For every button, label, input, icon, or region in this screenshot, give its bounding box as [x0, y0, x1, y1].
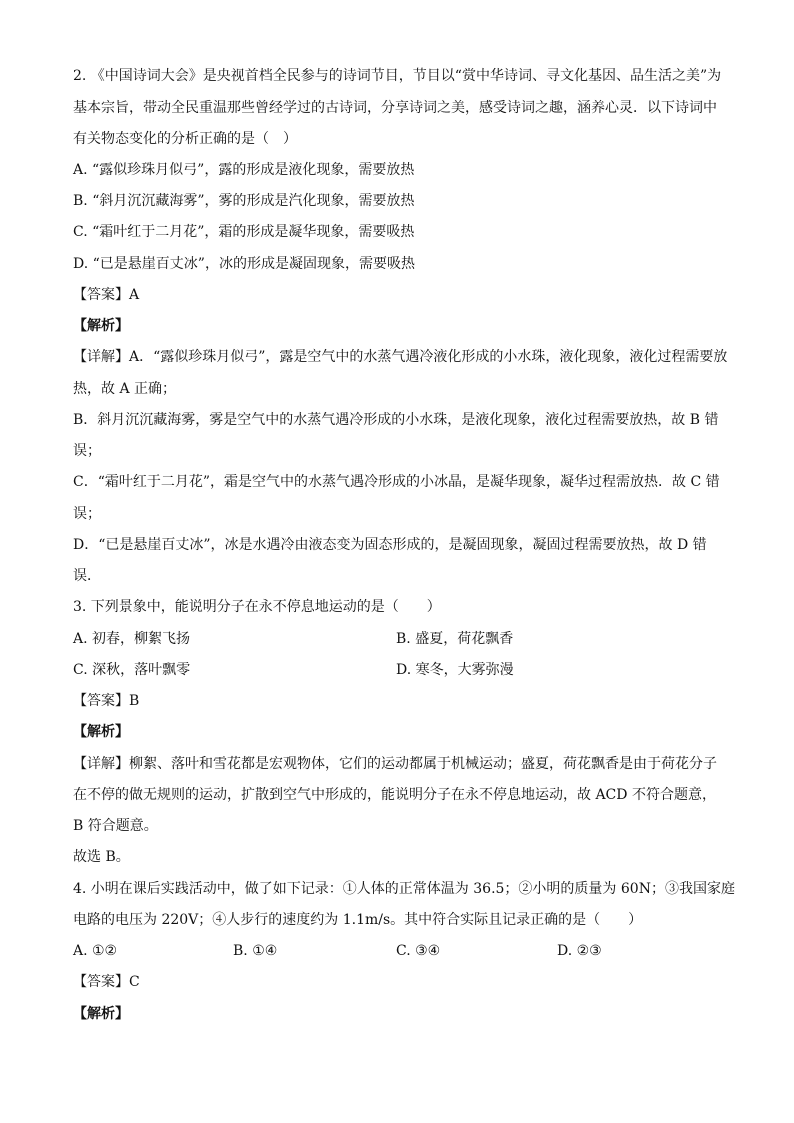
q4-answer: 【答案】C	[73, 974, 140, 990]
q3-option-b: B. 盛夏，荷花飘香	[396, 631, 514, 647]
q2-detail-line-4: 误；	[73, 443, 101, 459]
q2-stem-line-3: 有关物态变化的分析正确的是（ ）	[73, 131, 297, 147]
q2-stem-line-2: 基本宗旨，带动全民重温那些曾经学过的古诗词，分享诗词之美，感受诗词之趣，涵养心灵．以下诗词中	[73, 100, 717, 116]
q2-option-c: C. “霜叶红于二月花”，霜的形成是凝华现象，需要吸热	[73, 224, 415, 240]
q2-detail-line-1: 【详解】A．“露似珍珠月似弓”，露是空气中的水蒸气遇冷液化形成的小水珠，液化现象，液化过程需要放	[73, 349, 728, 365]
q4-option-c: C. ③④	[396, 943, 441, 959]
q3-answer: 【答案】B	[73, 693, 140, 709]
q2-detail-line-6: 误；	[73, 506, 101, 522]
q2-option-b: B. “斜月沉沉藏海雾”，雾的形成是汽化现象，需要放热	[73, 193, 415, 209]
q2-answer: 【答案】A	[73, 287, 140, 303]
q3-detail-line-3: B 符合题意。	[73, 818, 158, 834]
q2-detail-line-2: 热，故 A 正确；	[73, 381, 177, 397]
q3-stem: 3. 下列景象中，能说明分子在永不停息地运动的是（ ）	[73, 599, 441, 615]
q3-detail-line-1: 【详解】柳絮、落叶和雪花都是宏观物体，它们的运动都属于机械运动；盛夏，荷花飘香是由于荷花分子	[73, 756, 717, 772]
q2-detail-line-5: C．“霜叶红于二月花”，霜是空气中的水蒸气遇冷形成的小冰晶，是凝华现象，凝华过程需放热．故 C 错	[73, 474, 720, 490]
q2-detail-line-3: B．斜月沉沉藏海雾，雾是空气中的水蒸气遇冷形成的小水珠，是液化现象，液化过程需要放热，故 B 错	[73, 412, 719, 428]
q2-stem-line-1: 2. 《中国诗词大会》是央视首档全民参与的诗词节目，节目以“赏中华诗词、寻文化基因、品生活之美”为	[73, 68, 722, 84]
q4-analysis-label: 【解析】	[73, 1006, 129, 1022]
q4-option-b: B. ①④	[233, 943, 278, 959]
q4-option-d: D. ②③	[557, 943, 602, 959]
q3-option-d: D. 寒冬，大雾弥漫	[396, 662, 514, 678]
q3-analysis-label: 【解析】	[73, 724, 129, 740]
q2-detail-line-8: 误．	[73, 568, 101, 584]
q4-stem-line-1: 4. 小明在课后实践活动中，做了如下记录：①人体的正常体温为 36.5；②小明的质量为 60N；③我国家庭	[73, 881, 735, 897]
q3-option-c: C. 深秋，落叶飘零	[73, 662, 191, 678]
q2-analysis-label: 【解析】	[73, 318, 129, 334]
q2-detail-line-7: D．“已是悬崖百丈冰”，冰是水遇冷由液态变为固态形成的，是凝固现象，凝固过程需要放热，故 D 错	[73, 537, 707, 553]
q3-option-a: A. 初春，柳絮飞扬	[73, 631, 191, 647]
q3-detail-line-2: 在不停的做无规则的运动，扩散到空气中形成的，能说明分子在永不停息地运动，故 ACD 不符合题意，	[73, 787, 716, 803]
q2-option-d: D. “已是悬崖百丈冰”，冰的形成是凝固现象，需要吸热	[73, 256, 415, 272]
q4-stem-line-2: 电路的电压为 220V；④人步行的速度约为 1.1m/s。其中符合实际且记录正确的是（ ）	[73, 912, 643, 928]
q4-option-a: A. ①②	[73, 943, 118, 959]
q2-option-a: A. “露似珍珠月似弓”，露的形成是液化现象，需要放热	[73, 162, 415, 178]
q3-detail-line-4: 故选 B。	[73, 849, 130, 865]
